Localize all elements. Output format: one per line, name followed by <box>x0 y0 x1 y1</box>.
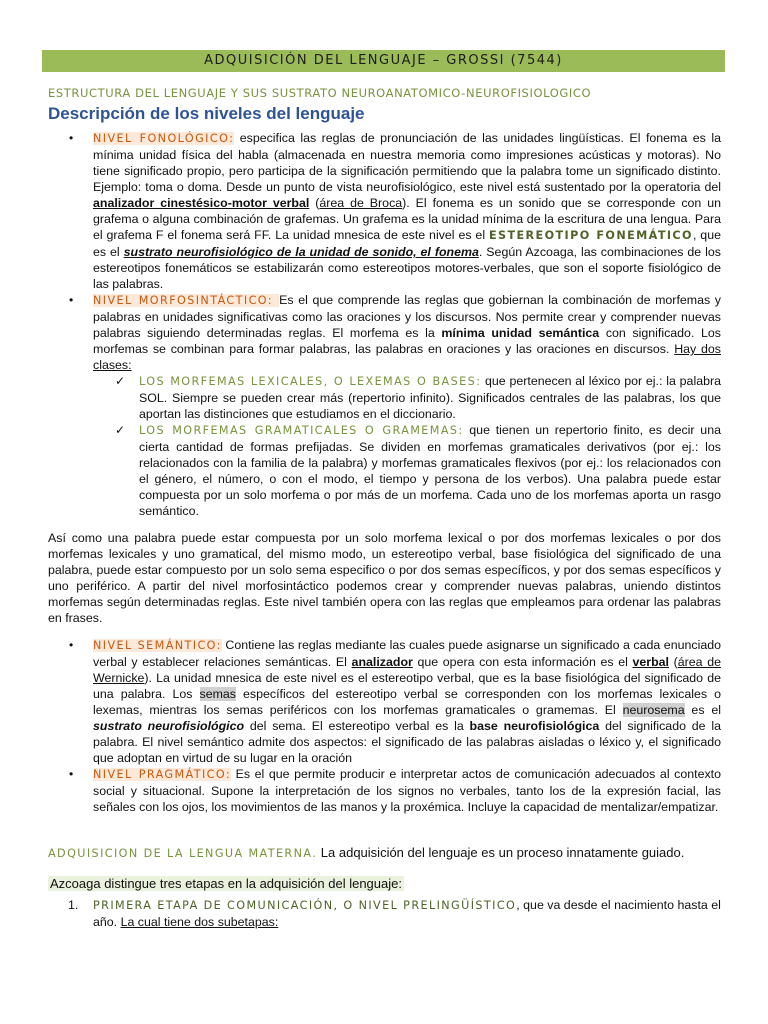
stages-list <box>48 897 721 930</box>
term-fonologico: NIVEL FONOLÓGICO: <box>93 132 235 145</box>
base-neurofisiologica: base neurofisiológica <box>469 719 600 733</box>
stage-1-subetapas: La cual tiene dos subetapas: <box>120 915 279 929</box>
morfemas-lexicales: ✓ LOS MORFEMAS LEXICALES, O LEXEMAS O BASES: que pertenecen al léxico por ej.: la palabra SOL. Siempre se pueden crear más (repertorio infinito). Significados centrales de las palabras, los que aportan las distinciones que estudiamos en el diccionario. <box>93 373 721 422</box>
stage-1-term: PRIMERA ETAPA DE COMUNICACIÓN, O NIVEL PRELINGÜÍSTICO <box>93 899 517 912</box>
levels-list-1 <box>48 130 721 519</box>
term-morfosintactico: NIVEL MORFOSINTÁCTICO: <box>93 294 280 307</box>
sustrato-fonema: sustrato neurofisiológico de la unidad de sonido, el fonema <box>123 245 479 259</box>
area-wernicke: área de Wernicke <box>93 655 721 685</box>
analizador-word: analizador <box>351 655 413 669</box>
level-semantico: • NIVEL SEMÁNTICO: Contiene las reglas mediante las cuales puede asignarse un significado a cada enunciado verbal y establecer relaciones semánticas. El analizador que opera con esta información es el verbal (área de Wernicke). La unidad mnesica de este nivel es el estereotipo verbal, que es la base fisiológica del significado de una palabra. Los semas específicos del estereotipo verbal se corresponden con los morfemas lexicales o lexemas, mientras los semas periféricos con los morfemas gramaticales o gramemas. El neurosema es el sustrato neurofisiológico del sema. El estereotipo verbal es la base neurofisiológica del significado de la palabra. El nivel semántico admite dos aspectos: el significado de las palabras aisladas o léxico y, el significado que adoptan en virtud de su lugar en la oración <box>48 637 721 766</box>
level-fonologico: • NIVEL FONOLÓGICO: especifica las reglas de pronunciación de las unidades lingüísticas. El fonema es la mínima unidad física del habla (almacenada en nuestra memoria como impresiones acústicas y motoras). No tiene significado propio, pero participa de la significación permitiendo que la palabra tome un significado distinto. Ejemplo: toma o doma. Desde un punto de vista neurofisiológico, este nivel está sustentado por la operatoria del analizador cinestésico-motor verbal (área de Broca). El fonema es un sonido que se corresponde con un grafema o alguna combinación de grafemas. Un grafema es la unidad mínima de la escritura de una lengua. Para el grafema F el fonema será FF. La unidad mnesica de este nivel es el ESTEREOTIPO FONEMÁTICO, que es el sustrato neurofisiológico de la unidad de sonido, el fonema. Según Azcoaga, las combinaciones de los estereotipos fonemáticos se estabilizarán como estereotipos motores-verbales, que son el soporte fisiológico de las palabras. <box>48 130 721 292</box>
adquisicion-line: ADQUISICION DE LA LENGUA MATERNA. La adquisición del lenguaje es un proceso innatamente guiado. <box>48 845 685 860</box>
neurosema-highlight: neurosema <box>622 703 685 717</box>
analizador-cinestesico: analizador cinestésico-motor verbal <box>93 196 310 210</box>
morfemas-gramaticales: ✓ LOS MORFEMAS GRAMATICALES O GRAMEMAS: que tienen un repertorio finito, es decir una cierta cantidad de formas prefijadas. Se dividen en morfemas gramaticales derivativos (por ej.: los relacionados con la familia de la palabra) y morfemas gramaticales flexivos (por ej.: los relacionados con el género, el número, o con el modo, el tiempo y persona de los verbos). Una palabra puede estar compuesta por un solo morfema o por más de un morfema. Cada uno de los morfemas aporta un rasgo semántico. <box>93 422 721 519</box>
verbal-word: verbal <box>632 655 669 669</box>
levels-list-2 <box>48 637 721 815</box>
level-morfosintactico: • NIVEL MORFOSINTÁCTICO: Es el que comprende las reglas que gobiernan la combinación de morfemas y palabras en unidades significativas como las oraciones y los discursos. Nos permite crear y comprender nuevas palabras siguiendo determinadas reglas. El morfema es la mínima unidad semántica con significado. Los morfemas se combinan para formar palabras, las palabras en oraciones y las oraciones en discursos. Hay dos clases: ✓ LOS MORFEMAS LEXICALES, O LEXEMAS O BASES: que pertenecen al léxico por ej.: la palabra SOL. Siempre se pueden crear más (repertorio infinito). Significados centrales de las palabras, los que aportan las distinciones que estudiamos en el diccionario. ✓ LOS MORFEMAS GRAMATICALES O GRAMEMAS: que tienen un repertorio finito, es decir una cierta cantidad de formas prefijadas. Se dividen en morfemas gramaticales derivativos (por ej.: los relacionados con la familia de la palabra) y morfemas gramaticales flexivos (por ej.: los relacionados con el género, el número, o con el modo, el tiempo y persona de los verbos). Una palabra puede estar compuesta por un solo morfema o por más de un morfema. Cada uno de los morfemas aporta un rasgo semántico. <box>48 292 721 519</box>
area-broca: área de Broca <box>319 196 403 210</box>
azcoaga-line: Azcoaga distingue tres etapas en la adquisición del lenguaje: <box>50 876 402 891</box>
sustrato-sema: sustrato neurofisiológico <box>93 719 245 733</box>
document-header: ADQUISICIÓN DEL LENGUAJE – GROSSI (7544) <box>42 50 725 72</box>
section-label: ESTRUCTURA DEL LENGUAJE Y SUS SUSTRATO NEUROANATOMICO-NEUROFISIOLOGICO <box>48 86 592 100</box>
morfemas-list <box>93 373 721 519</box>
semas-highlight: semas <box>199 687 236 701</box>
adquisicion-label: ADQUISICION DE LA LENGUA MATERNA. <box>48 847 318 860</box>
level-pragmatico: • NIVEL PRAGMÁTICO: Es el que permite producir e interpretar actos de comunicación adecuados al contexto social y situacional. Supone la interpretación de los signos no verbales, tanto los de la expresión facial, las señales con los ojos, los movimientos de las manos y la proxémica. Incluye la capacidad de mentalizar/empatizar. <box>48 766 721 815</box>
section-heading: Descripción de los niveles del lenguaje <box>48 104 365 123</box>
dos-clases: Hay dos clases: <box>93 342 721 372</box>
term-estereotipo-fonematico: ESTEREOTIPO FONEMÁTICO <box>488 229 693 242</box>
paragraph-morfemas: Así como una palabra puede estar compuesta por un solo morfema lexical o por dos morfemas lexicales o por dos morfemas lexicales y uno gramatical, del mismo modo, un estereotipo verbal, base fisiológica del significado de una palabra, puede estar compuesto por un solo sema especifico o por dos semas específicos, y por dos semas específicos y uno periférico. A partir del nivel morfosintáctico podemos crear y comprender nuevas palabras, uniendo distintos morfemas según determinadas reglas. Este nivel también opera con las reglas que empleamos para ordenar las palabras en frases. <box>48 531 721 625</box>
stage-1: 1. PRIMERA ETAPA DE COMUNICACIÓN, O NIVEL PRELINGÜÍSTICO, que va desde el nacimiento hasta el año. La cual tiene dos subetapas: <box>68 898 721 929</box>
term-semantico: NIVEL SEMÁNTICO: <box>93 639 222 652</box>
term-pragmatico: NIVEL PRAGMÁTICO: <box>93 768 232 781</box>
minima-unidad: mínima unidad semántica <box>441 326 600 340</box>
